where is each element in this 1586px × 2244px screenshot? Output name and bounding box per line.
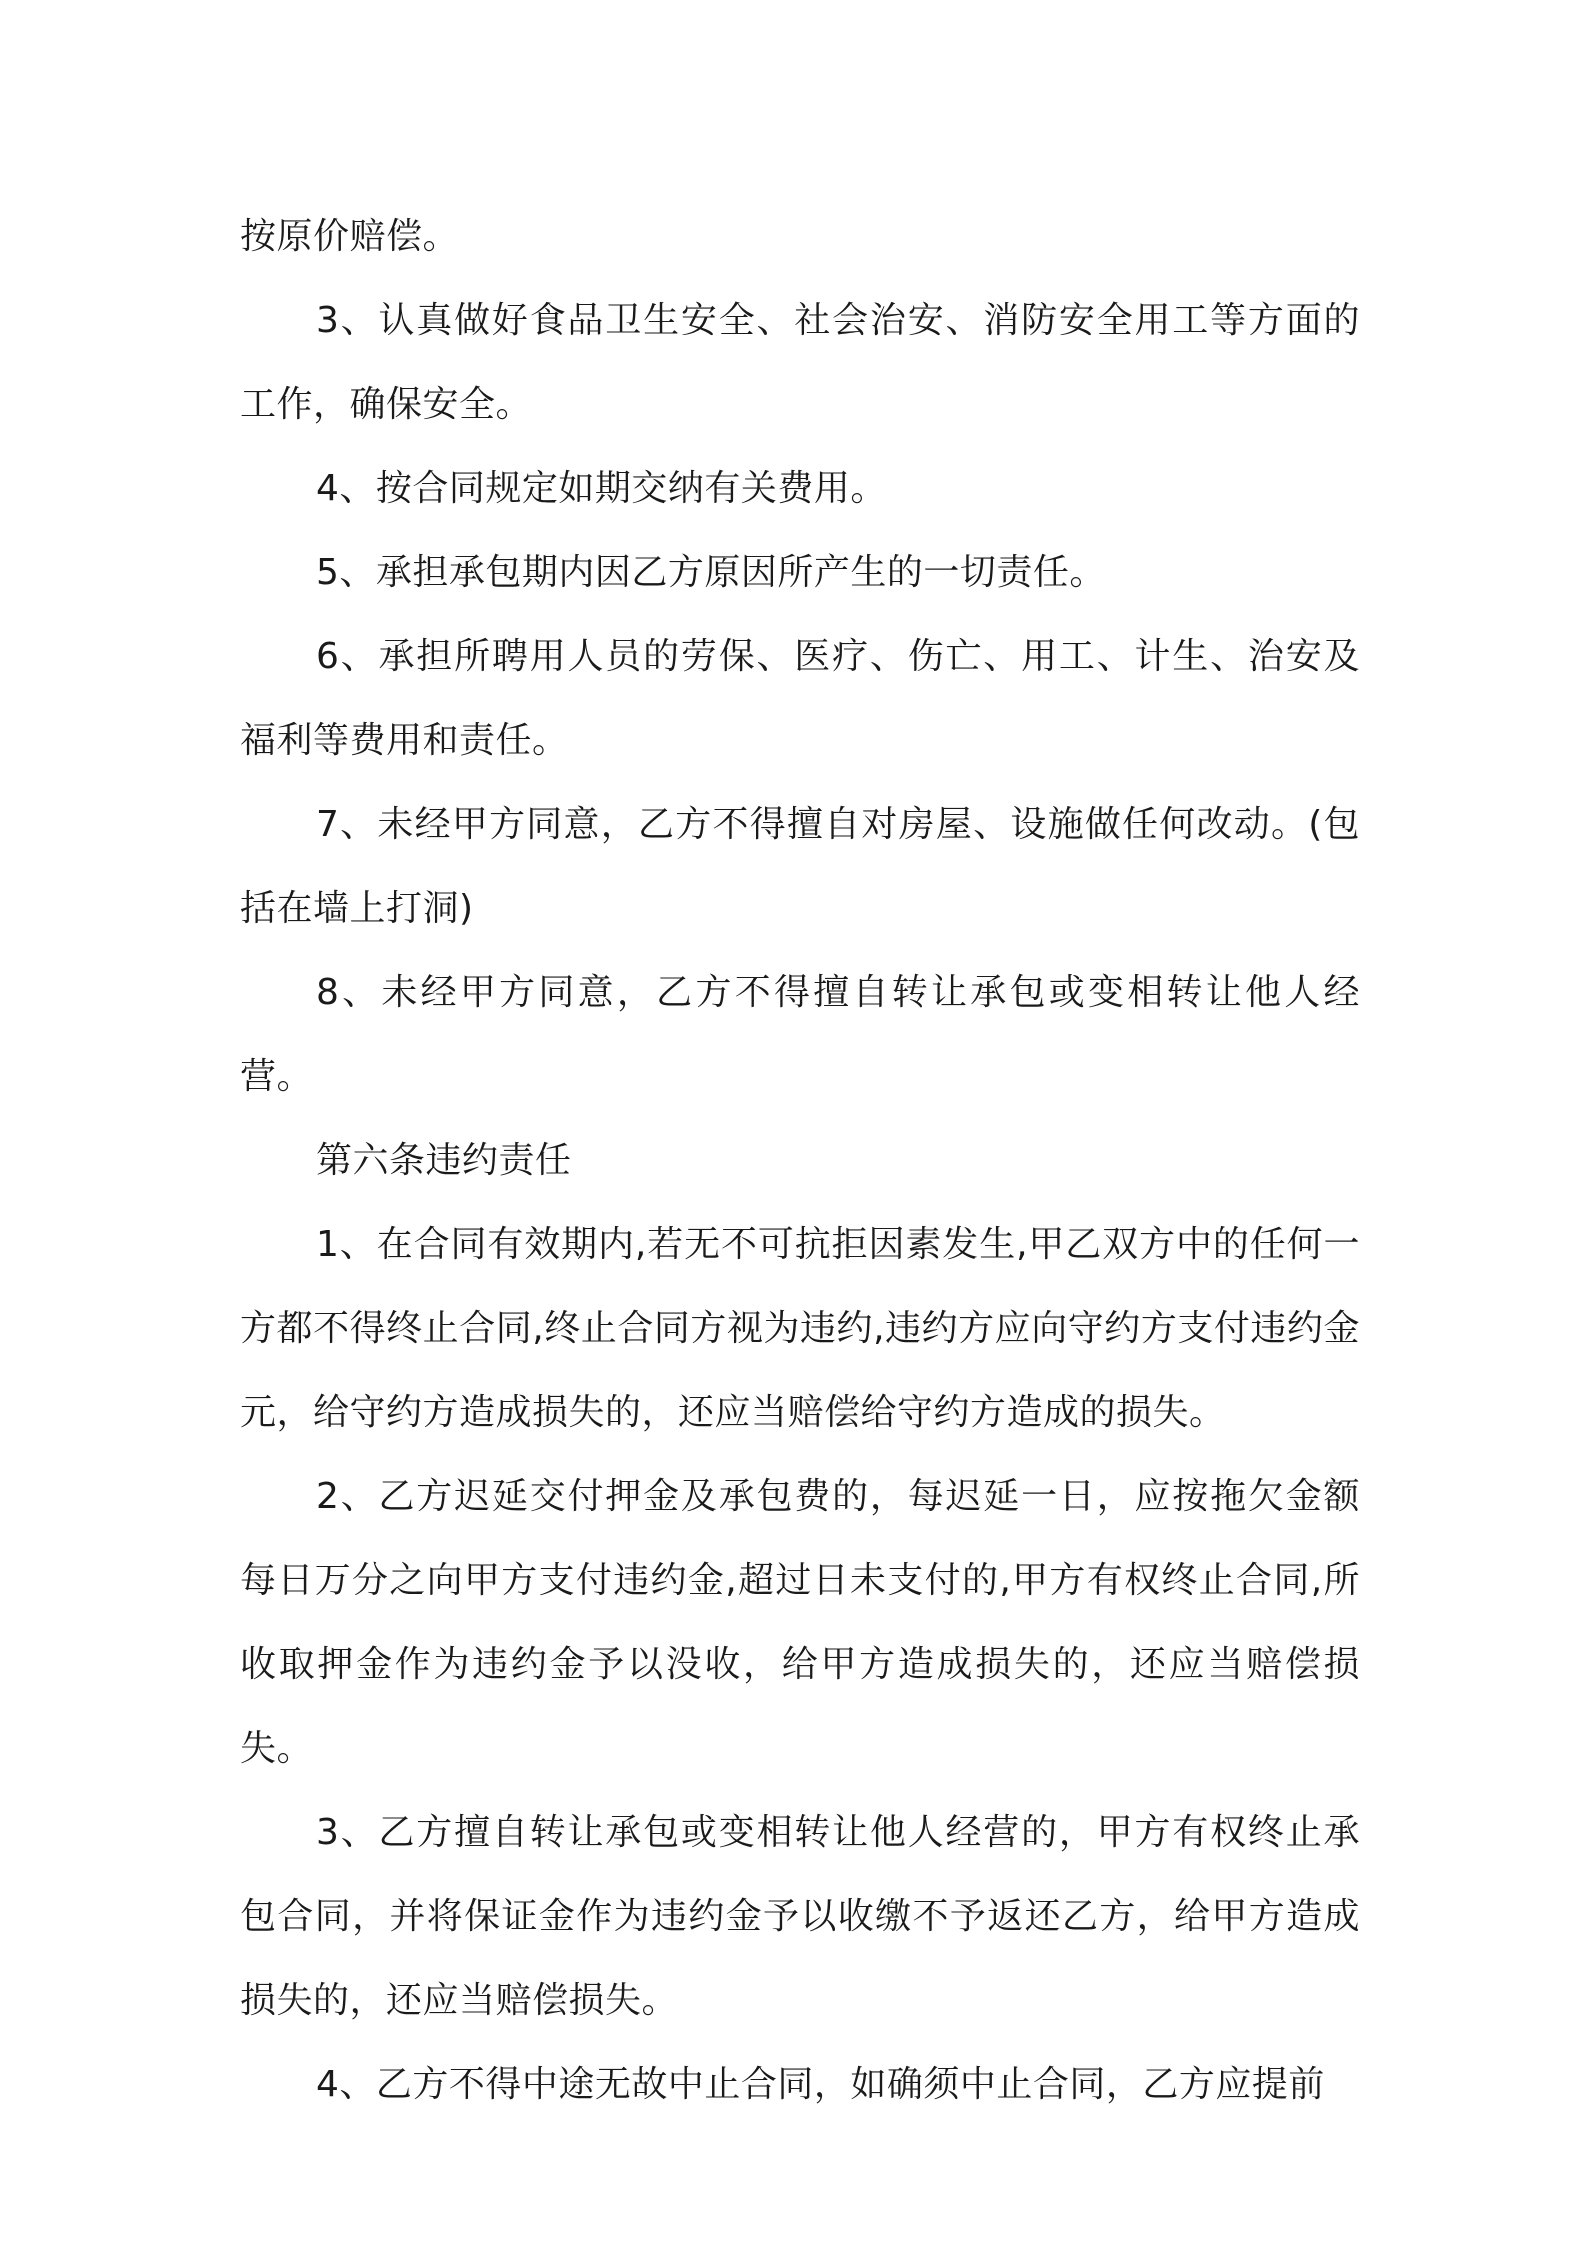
paragraph-breach-1: 1、在合同有效期内,若无不可抗拒因素发生,甲乙双方中的任何一方都不得终止合同,终止合同方视为违约,违约方应向守约方支付违约金元，给守约方造成损失的，还应当赔偿给守约方造成的损失。 <box>240 1224 1360 1433</box>
paragraph-breach-2: 2、乙方迟延交付押金及承包费的，每迟延一日，应按拖欠金额每日万分之向甲方支付违约金,超过日未支付的,甲方有权终止合同,所收取押金作为违约金予以没收，给甲方造成损失的，还应当赔偿损失。 <box>240 1476 1360 1769</box>
paragraph-clause-8: 8、未经甲方同意，乙方不得擅自转让承包或变相转让他人经营。 <box>240 972 1360 1097</box>
paragraph-clause-4: 4、按合同规定如期交纳有关费用。 <box>316 468 887 509</box>
paragraph-clause-3: 3、认真做好食品卫生安全、社会治安、消防安全用工等方面的工作，确保安全。 <box>240 300 1360 425</box>
paragraph-clause-6: 6、承担所聘用人员的劳保、医疗、伤亡、用工、计生、治安及福利等费用和责任。 <box>240 636 1360 761</box>
paragraph-continuation: 按原价赔偿。 <box>240 216 460 257</box>
paragraph-breach-4: 4、乙方不得中途无故中止合同，如确须中止合同，乙方应提前 <box>316 2064 1325 2105</box>
document-body <box>240 195 1360 2127</box>
section-heading-article-6: 第六条违约责任 <box>316 1140 572 1181</box>
paragraph-clause-7: 7、未经甲方同意，乙方不得擅自对房屋、设施做任何改动。(包括在墙上打洞) <box>240 804 1360 929</box>
paragraph-breach-3: 3、乙方擅自转让承包或变相转让他人经营的，甲方有权终止承包合同，并将保证金作为违约金予以收缴不予返还乙方，给甲方造成损失的，还应当赔偿损失。 <box>240 1812 1360 2021</box>
paragraph-clause-5: 5、承担承包期内因乙方原因所产生的一切责任。 <box>316 552 1106 593</box>
